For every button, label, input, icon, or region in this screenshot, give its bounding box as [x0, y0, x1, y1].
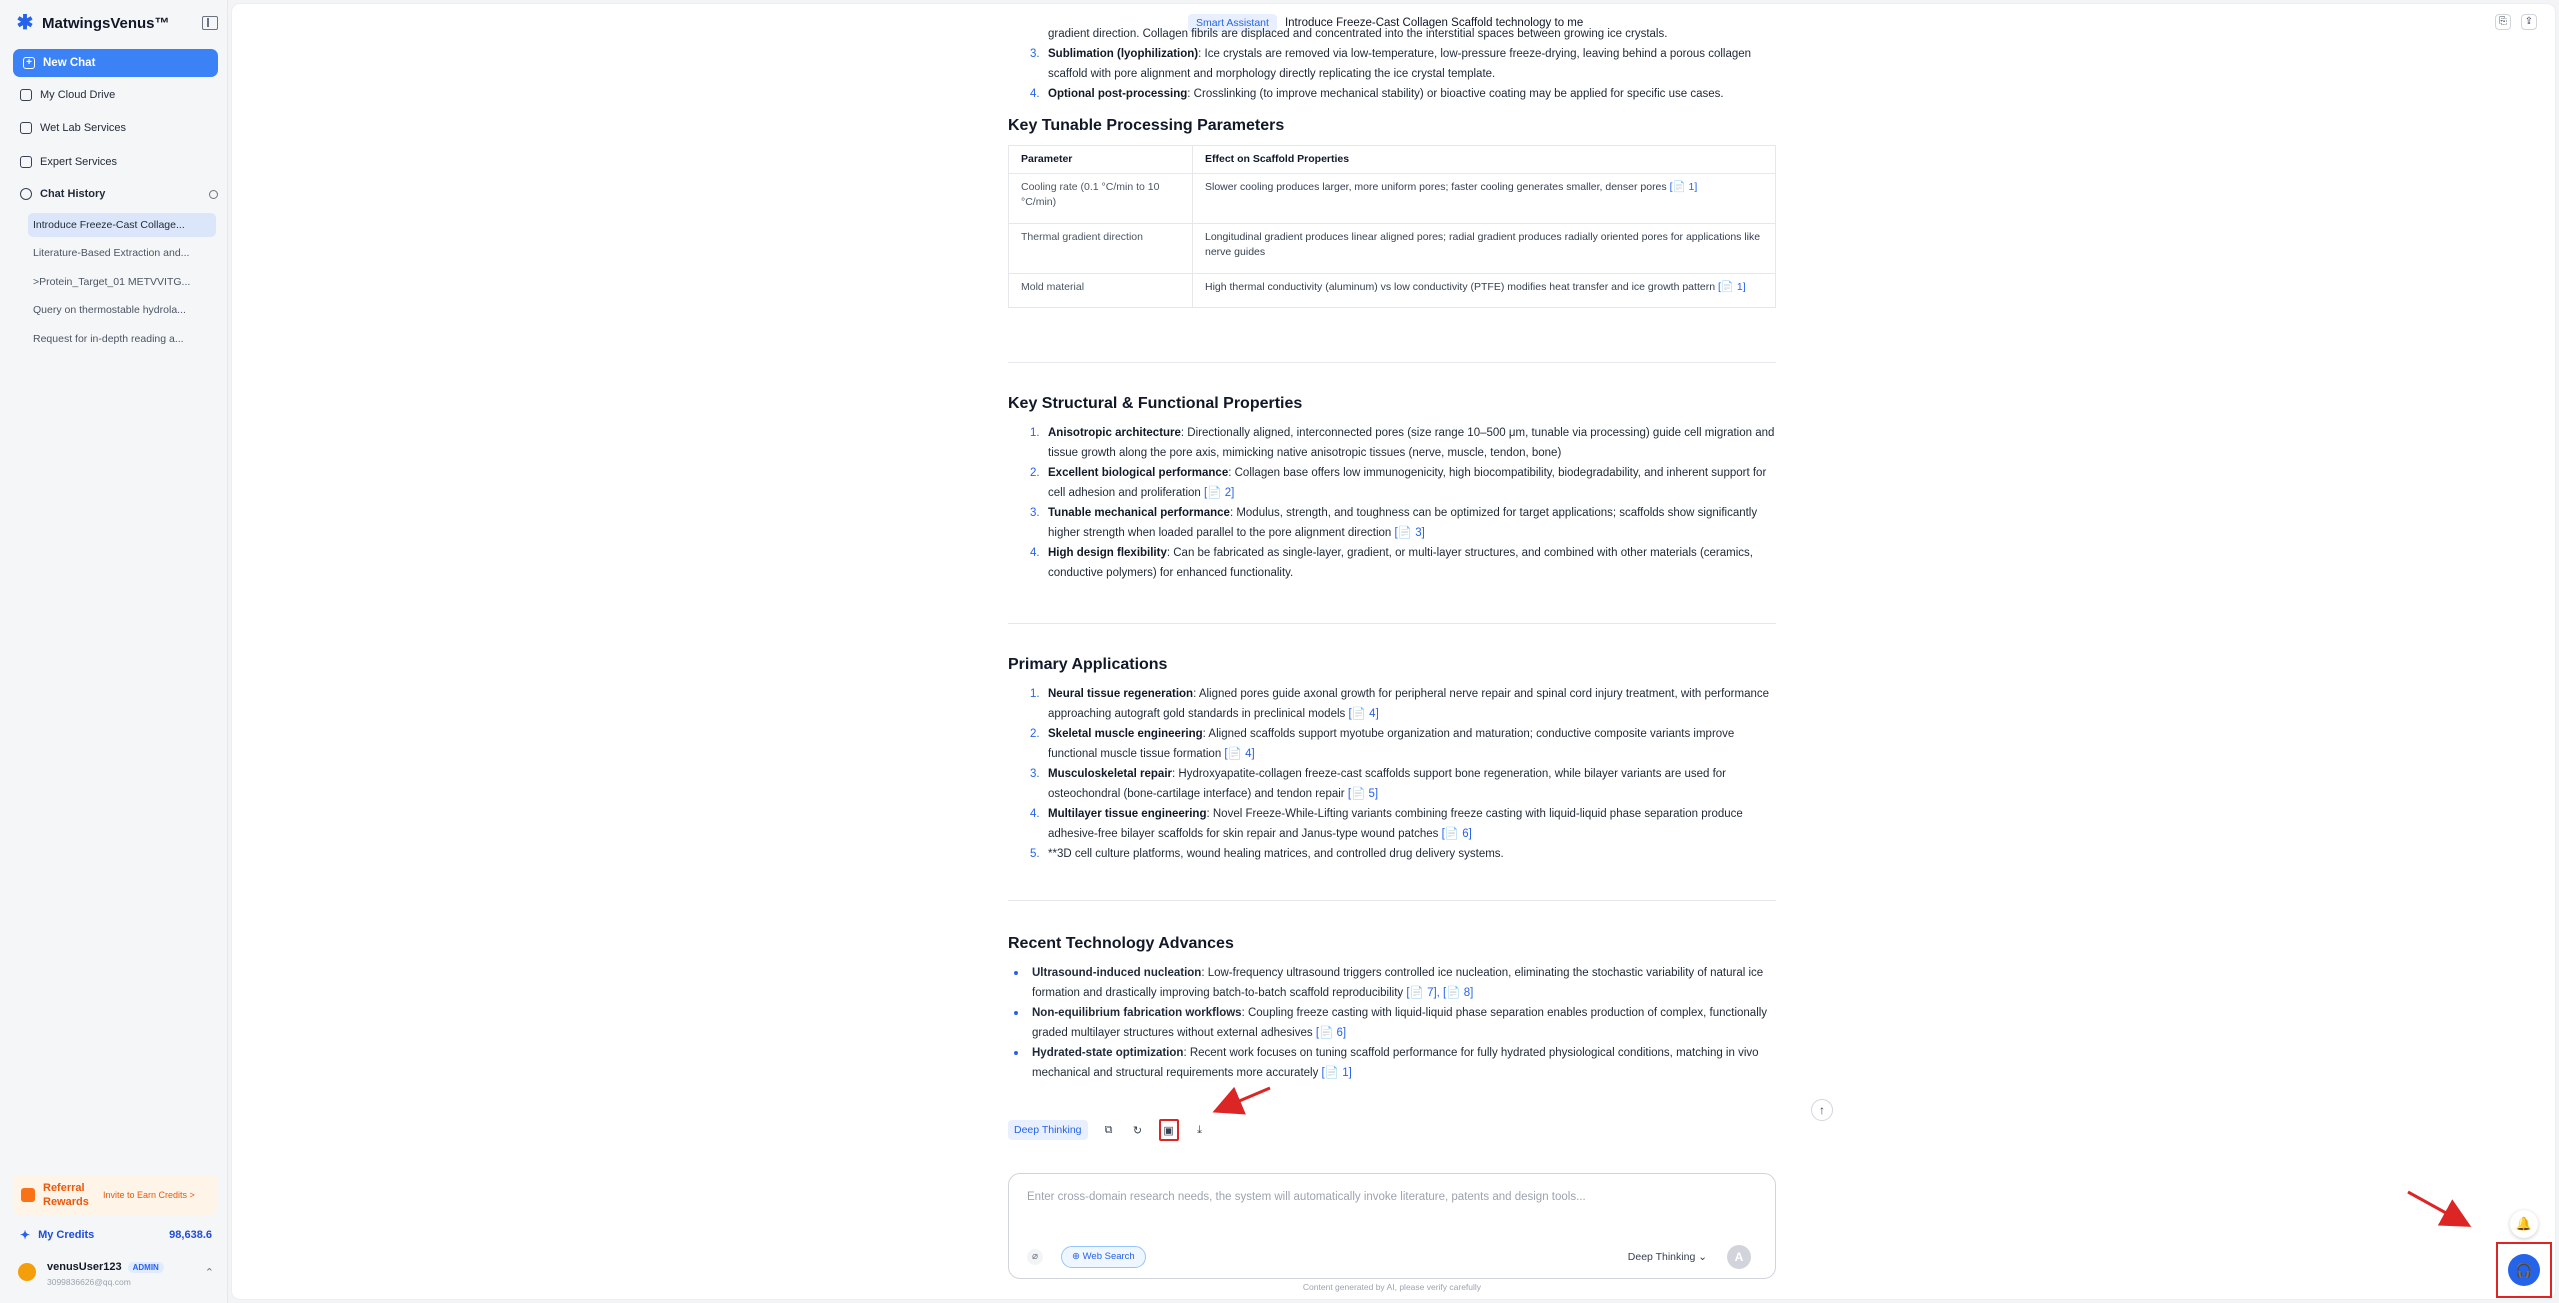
- citation-link[interactable]: [📄 2]: [1204, 487, 1235, 499]
- web-search-toggle[interactable]: ⊕ Web Search: [1061, 1246, 1146, 1268]
- user-profile[interactable]: [18, 1257, 214, 1287]
- section-heading: Key Structural & Functional Properties: [1008, 395, 1303, 412]
- referral-cta[interactable]: Invite to Earn Credits >: [103, 1190, 195, 1200]
- section-heading: Key Tunable Processing Parameters: [1008, 117, 1285, 134]
- sidebar-item-label: My Cloud Drive: [40, 89, 116, 101]
- params-table: [1008, 145, 1776, 308]
- search-icon[interactable]: [209, 190, 218, 199]
- citation-link[interactable]: [📄 1]: [1321, 1067, 1352, 1079]
- citation-link[interactable]: [📄 3]: [1394, 527, 1425, 539]
- ai-disclaimer: Content generated by AI, please verify carefully: [1302, 1282, 1482, 1292]
- table-row: Cooling rate (0.1 °C/min to 10 °C/min) Slower cooling produces larger, more uniform pores; faster cooling generates smaller, denser pores [📄 1]: [1009, 174, 1776, 224]
- list-item: 2. Excellent biological performance: Collagen base offers low immunogenicity, high biocompatibility, biodegradability, and inherent support for cell adhesion and proliferation [📄 2]: [1030, 467, 1767, 499]
- list-item: 4. High design flexibility: Can be fabricated as single-layer, gradient, or multi-layer structures, and combined with other materials (ceramics, conductive polymers) for enhanced functionality.: [1030, 547, 1753, 579]
- gift-icon: [21, 1188, 35, 1202]
- citation-link[interactable]: [📄 4]: [1224, 748, 1255, 760]
- table-row: Mold material High thermal conductivity (aluminum) vs low conductivity (PTFE) modifies heat transfer and ice growth pattern [📄 1]: [1009, 274, 1776, 308]
- message-actions: [1008, 1119, 1208, 1141]
- share-icon[interactable]: ⇪: [2521, 14, 2537, 30]
- header-actions: [2495, 14, 2537, 30]
- save-to-drive-icon[interactable]: ▣: [1159, 1119, 1179, 1141]
- support-headset-icon[interactable]: 🎧: [2508, 1254, 2540, 1286]
- list-item: Ultrasound-induced nucleation: Low-frequency ultrasound triggers controlled ice nucleation, eliminating the stochastic variability of natural ice formation and drastically improving batch-to-batch scaffold reproducibility [📄 7], [📄 8]: [1008, 963, 1776, 1003]
- history-item[interactable]: Request for in-depth reading a...: [33, 333, 184, 345]
- lab-icon: [20, 122, 32, 134]
- scroll-to-top-button[interactable]: ↑: [1811, 1099, 1833, 1121]
- regenerate-icon[interactable]: ↻: [1132, 1124, 1143, 1137]
- list-item: 5. **3D cell culture platforms, wound healing matrices, and controlled drug delivery systems.: [1030, 848, 1504, 860]
- chat-history-label: Chat History: [40, 188, 106, 200]
- smart-assistant-tag: Smart Assistant: [1188, 14, 1277, 32]
- sidebar-item-expert[interactable]: [20, 153, 117, 171]
- app-name: MatwingsVenus™: [42, 14, 170, 32]
- history-item[interactable]: Query on thermostable hydrola...: [33, 304, 186, 316]
- credits-value: 98,638.6: [169, 1229, 212, 1241]
- logo-row: [14, 12, 218, 34]
- divider: [1008, 623, 1776, 624]
- citation-link[interactable]: [📄 1]: [1717, 281, 1746, 293]
- download-icon[interactable]: ⤓: [1197, 1123, 1202, 1136]
- citation-link[interactable]: [📄 4]: [1348, 708, 1379, 720]
- citation-link[interactable]: [📄 5]: [1347, 788, 1379, 800]
- citation-link[interactable]: [📄 6]: [1441, 828, 1472, 840]
- list-item: 3. Tunable mechanical performance: Modulus, strength, and toughness can be optimized for target applications; scaffolds show significantly higher strength when loaded parallel to the pore alignment direction [📄 3]: [1030, 507, 1758, 539]
- composer[interactable]: [1008, 1173, 1776, 1279]
- cloud-icon: [20, 89, 32, 101]
- list-item: Non-equilibrium fabrication workflows: Coupling freeze casting with liquid-liquid phase separation enables production of complex, functionally graded multilayer structures without external adhesives [📄 6]: [1008, 1003, 1776, 1043]
- citation-link[interactable]: [📄 6]: [1315, 1027, 1347, 1039]
- credits-label: My Credits: [38, 1229, 95, 1241]
- clock-icon: [20, 188, 32, 200]
- credits-row[interactable]: [20, 1227, 212, 1243]
- bell-icon[interactable]: 🔔: [2510, 1210, 2538, 1238]
- list-item: 3. Sublimation (lyophilization): Ice crystals are removed via low-temperature, low-pressure freeze-drying, leaving behind a porous collagen scaffold with pore alignment and morphology directly replicating the ice crystal template.: [1030, 48, 1752, 80]
- new-chat-button[interactable]: [13, 49, 218, 77]
- sidebar: [0, 0, 228, 1303]
- list-item: 1. Anisotropic architecture: Directionally aligned, interconnected pores (size range 10–500 μm, tunable via processing) guide cell migration and tissue growth along the pore axis, mimicking native anisotropic tissues (nerve, muscle, tendon, bone): [1030, 427, 1775, 459]
- list-item: 4. Multilayer tissue engineering: Novel Freeze-While-Lifting variants combining freeze casting with liquid-liquid phase separation produce adhesive-free bilayer scaffolds for skin repair and Janus-type wound patches [📄 6]: [1030, 808, 1743, 840]
- partial-paragraph: gradient direction. Collagen fibrils are displaced and concentrated into the interstitial spaces between growing ice crystals.: [1048, 28, 1668, 40]
- user-name: venusUser123: [47, 1261, 122, 1273]
- referral-banner[interactable]: [13, 1175, 218, 1215]
- avatar: [18, 1263, 36, 1281]
- sparkle-icon: ✦: [20, 1228, 31, 1242]
- sidebar-item-wet-lab[interactable]: [20, 119, 126, 137]
- divider: [1008, 362, 1776, 363]
- new-chat-label: New Chat: [43, 57, 96, 69]
- divider: [1008, 900, 1776, 901]
- deep-thinking-tag[interactable]: Deep Thinking: [1008, 1120, 1088, 1140]
- plus-icon: +: [23, 57, 35, 69]
- citation-link[interactable]: [📄 1]: [1669, 181, 1698, 193]
- assistant-answer: [1008, 24, 1776, 1083]
- send-button[interactable]: A: [1727, 1245, 1751, 1269]
- sidebar-toggle-icon[interactable]: [202, 16, 218, 30]
- logo-icon: ✱: [16, 12, 34, 34]
- history-item[interactable]: Introduce Freeze-Cast Collage...: [28, 213, 216, 237]
- citation-link[interactable]: [📄 7], [📄 8]: [1406, 987, 1474, 999]
- table-header: Effect on Scaffold Properties: [1193, 146, 1776, 174]
- chevron-up-icon[interactable]: ⌃: [204, 1266, 214, 1279]
- table-header: Parameter: [1009, 146, 1193, 174]
- sidebar-item-label: Expert Services: [40, 156, 118, 168]
- mode-select[interactable]: Deep Thinking ⌄: [1627, 1251, 1707, 1263]
- list-item: 3. Musculoskeletal repair: Hydroxyapatite-collagen freeze-cast scaffolds support bone regeneration, while bilayer variants are used for osteochondral (bone-cartilage interface) and tendon repair [📄 5]: [1030, 768, 1727, 800]
- copy-icon[interactable]: ⧉: [1104, 1123, 1113, 1136]
- history-item[interactable]: Literature-Based Extraction and...: [33, 247, 190, 259]
- sidebar-item-cloud-drive[interactable]: [20, 86, 115, 104]
- copy-doc-icon[interactable]: ⎘: [2495, 14, 2511, 30]
- list-item: Hydrated-state optimization: Recent work focuses on tuning scaffold performance for fully hydrated physiological conditions, matching in vivo mechanical and structural requirements more accurately [📄 1]: [1008, 1043, 1776, 1083]
- section-heading: Recent Technology Advances: [1008, 935, 1234, 952]
- section-heading: Primary Applications: [1008, 656, 1168, 673]
- attach-icon[interactable]: ⌀: [1027, 1249, 1043, 1265]
- expert-icon: [20, 156, 32, 168]
- user-email: 3099836626@qq.com: [47, 1277, 131, 1287]
- list-item: 2. Skeletal muscle engineering: Aligned scaffolds support myotube organization and maturation; conductive composite variants improve functional muscle tissue formation [📄 4]: [1030, 728, 1735, 760]
- history-item[interactable]: >Protein_Target_01 METVVITG...: [33, 276, 191, 288]
- list-item: 4. Optional post-processing: Crosslinking (to improve mechanical stability) or bioactive coating may be applied for specific use cases.: [1030, 88, 1724, 100]
- table-row: Thermal gradient direction Longitudinal gradient produces linear aligned pores; radial gradient produces radially oriented pores for applications like nerve guides: [1009, 224, 1776, 274]
- chat-history-header[interactable]: [20, 185, 218, 203]
- referral-title: Referral Rewards: [43, 1182, 89, 1208]
- composer-placeholder[interactable]: Enter cross-domain research needs, the system will automatically invoke literature, patents and design tools...: [1027, 1191, 1586, 1203]
- list-item: 1. Neural tissue regeneration: Aligned pores guide axonal growth for peripheral nerve repair and spinal cord injury treatment, with performance approaching autograft gold standards in preclinical models [📄 4]: [1030, 688, 1770, 720]
- sidebar-item-label: Wet Lab Services: [40, 122, 127, 134]
- user-query: Introduce Freeze-Cast Collagen Scaffold technology to me: [1284, 17, 1584, 29]
- admin-badge: ADMIN: [128, 1262, 164, 1273]
